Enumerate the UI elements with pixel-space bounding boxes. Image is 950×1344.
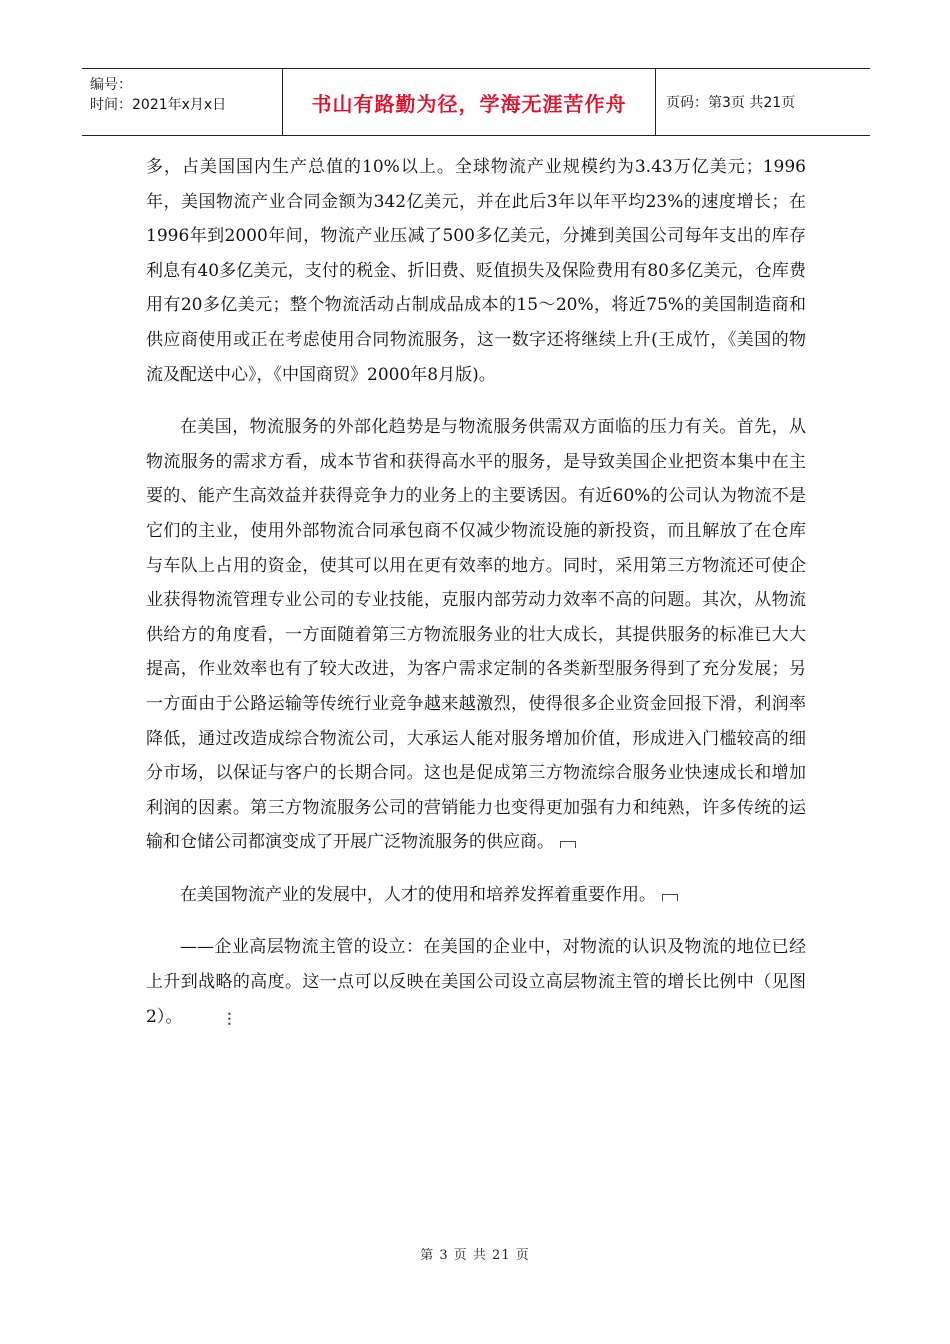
vertical-dots-icon: ⋮ (222, 1011, 237, 1028)
body-paragraph-1: 多，占美国国内生产总值的10%以上。全球物流产业规模约为3.43万亿美元；1996年，美国物流产业合同金额为342亿美元，并在此后3年以年平均23%的速度增长；在1996年到2000年间，物流产业压减了500多亿美元，分摊到美国公司每年支出的库存利息有40多亿美元，支付的税金、折旧费、贬值损失及保险费用有80多亿美元，仓库费用有20多亿美元；整个物流活动占制成品成本的15～20%，将近75%的美国制造商和供应商使用或正在考虑使用合同物流服务，这一数字还将继续上升(王成竹，《美国的物流及配送中心》，《中国商贸》2000年8月版)。 (146, 157, 806, 385)
paragraph-mark-icon (560, 841, 576, 848)
header-table (82, 68, 870, 136)
body-paragraph-4-text: ——企业高层物流主管的设立：在美国的企业中，对物流的认识及物流的地位已经上升到战略的高度。这一点可以反映在美国公司设立高层物流主管的增长比例中（见图2）。 (146, 937, 806, 1027)
document-time-label: 时间：2021年x月x日 (90, 97, 227, 113)
body-paragraph-4 (146, 930, 806, 1034)
page-footer: 第 3 页 共 21 页 (420, 1248, 530, 1263)
body-paragraph-3 (146, 878, 806, 913)
document-body (146, 150, 806, 1034)
header-page-code: 页码：第3页 共21页 (666, 95, 796, 111)
header-slogan: 书山有路勤为径，学海无涯苦作舟 (282, 69, 656, 135)
body-paragraph-2 (146, 410, 806, 860)
body-paragraph-3-text: 在美国物流产业的发展中，人才的使用和培养发挥着重要作用。 (180, 884, 656, 905)
document-number-label: 编号： (90, 77, 132, 93)
body-paragraph-2-text: 在美国，物流服务的外部化趋势是与物流服务供需双方面临的压力有关。首先，从物流服务的需求方看，成本节省和获得高水平的服务，是导致美国企业把资本集中在主要的、能产生高效益并获得竞争力的业务上的主要诱因。有近60%的公司认为物流不是它们的主业，使用外部物流合同承包商不仅减少物流设施的新投资，而且解放了在仓库与车队上占用的资金，使其可以用在更有效率的地方。同时，采用第三方物流还可使企业获得物流管理专业公司的专业技能，克服内部劳动力效率不高的问题。其次，从物流供给方的角度看，一方面随着第三方物流服务业的壮大成长，其提供服务的标准已大大提高，作业效率也有了较大改进，为客户需求定制的各类新型服务得到了充分发展；另一方面由于公路运输等传统行业竞争越来越激烈，使得很多企业资金回报下滑，利润率降低，通过改造成综合物流公司，大承运人能对服务增加价值，形成进入门槛较高的细分市场，以保证与客户的长期合同。这也是促成第三方物流综合服务业快速成长和增加利润的因素。第三方物流服务公司的营销能力也变得更加强有力和纯熟，许多传统的运输和仓储公司都演变成了开展广泛物流服务的供应商。 (146, 417, 806, 853)
paragraph-mark-icon (662, 894, 678, 901)
header-meta (82, 69, 282, 135)
